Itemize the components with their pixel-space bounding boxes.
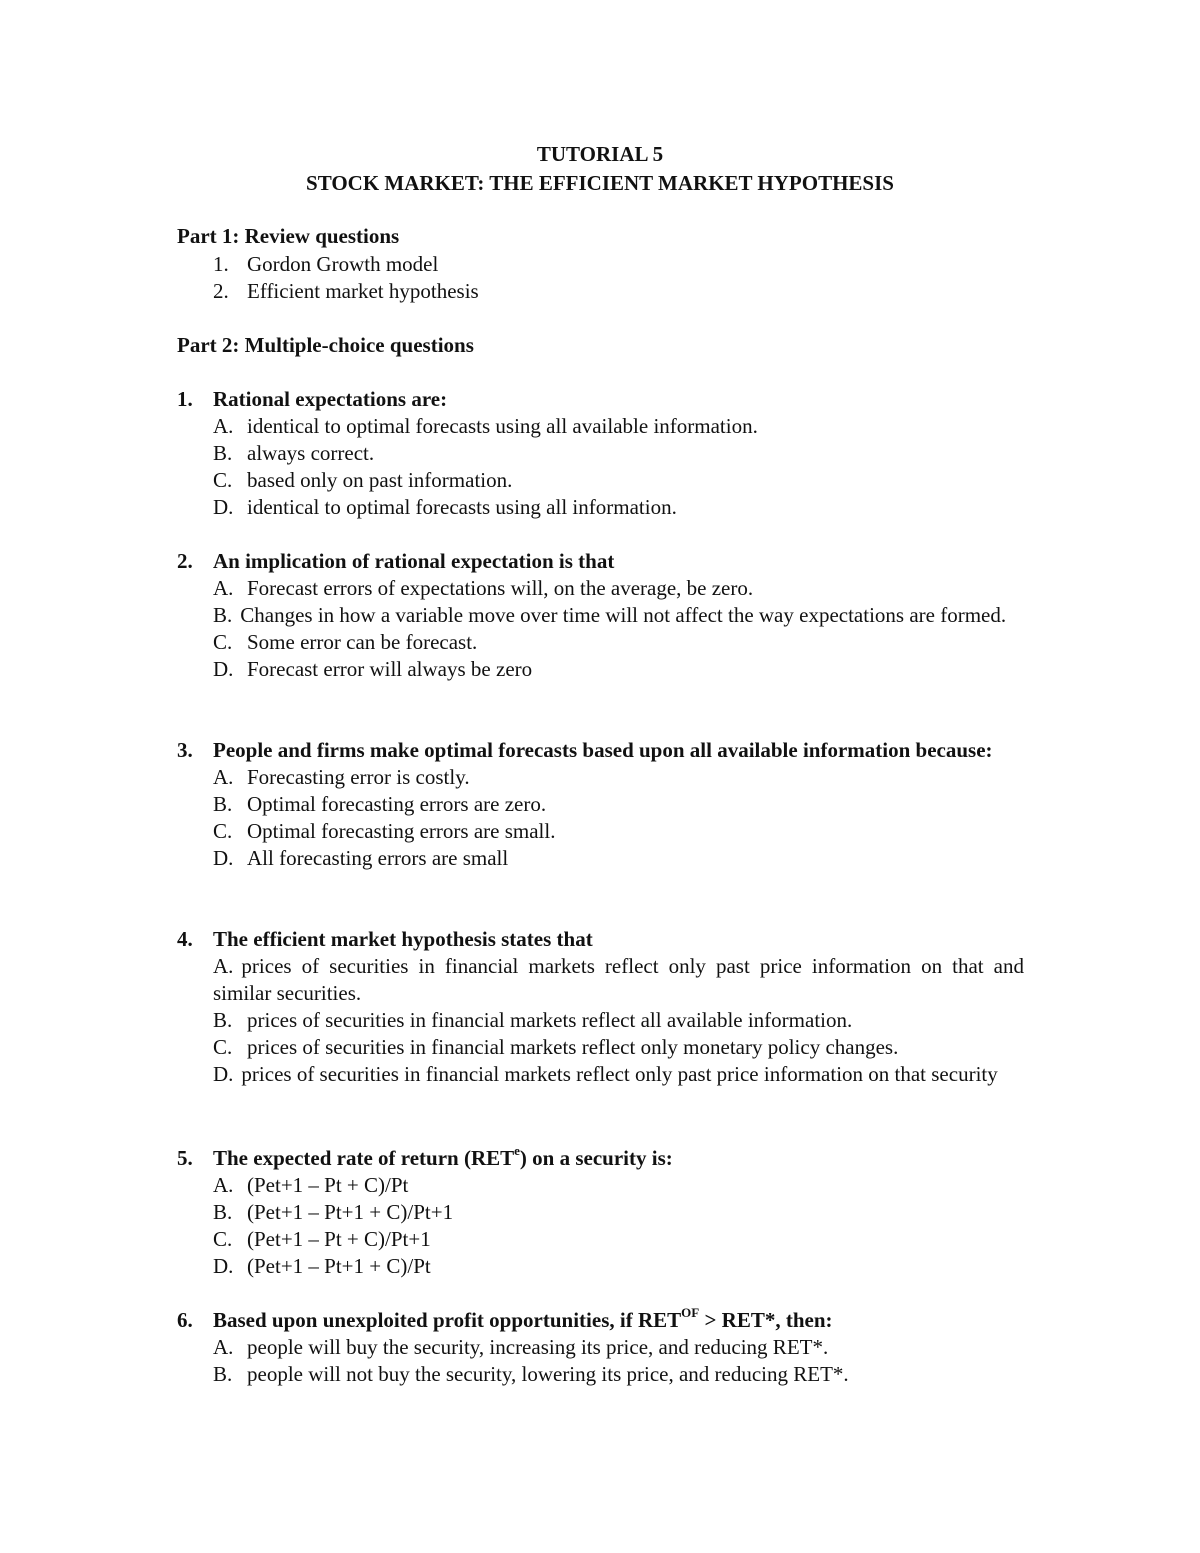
question-number: 5. — [177, 1146, 193, 1170]
answer-option — [213, 764, 1024, 791]
answer-option — [213, 467, 1024, 494]
tutorial-subtitle: STOCK MARKET: THE EFFICIENT MARKET HYPOTHESIS — [306, 171, 894, 195]
option-letter: C. — [213, 1035, 233, 1059]
question-number: 3. — [177, 738, 193, 762]
answer-option — [213, 1226, 1024, 1253]
answer-option — [213, 656, 1024, 683]
option-text: (Pet+1 – Pt + C)/Pt — [247, 1173, 409, 1197]
option-text: All forecasting errors are small — [247, 846, 509, 870]
option-letter: D. — [213, 1254, 234, 1278]
option-letter: C. — [213, 1227, 233, 1251]
option-text: Forecasting error is costly. — [247, 765, 470, 789]
option-text: prices of securities in financial markets reflect only monetary policy changes. — [247, 1035, 899, 1059]
option-letter: A. — [213, 954, 234, 978]
review-item — [213, 278, 479, 305]
option-letter: B. — [213, 441, 233, 465]
option-text: prices of securities in financial markets reflect only past price information on that security — [241, 1062, 998, 1086]
option-letter: A. — [213, 414, 234, 438]
option-text: Optimal forecasting errors are small. — [247, 819, 556, 843]
option-text: identical to optimal forecasts using all available information. — [247, 414, 758, 438]
answer-option — [213, 1172, 1024, 1199]
question-stem — [177, 548, 1024, 575]
question-1 — [177, 386, 1024, 521]
answer-option — [213, 494, 1024, 521]
option-letter: A. — [213, 1335, 234, 1359]
option-letter: D. — [213, 495, 234, 519]
option-text: (Pet+1 – Pt+1 + C)/Pt+1 — [247, 1200, 454, 1224]
answer-option — [213, 791, 1024, 818]
review-item-text: Gordon Growth model — [247, 252, 439, 276]
question-text: The efficient market hypothesis states that — [213, 927, 593, 951]
option-text: people will not buy the security, lowering its price, and reducing RET*. — [247, 1362, 849, 1386]
question-4 — [177, 926, 1024, 1088]
question-text-end: ) on a security is: — [519, 1146, 673, 1170]
option-letter: C. — [213, 468, 233, 492]
option-text: always correct. — [247, 441, 375, 465]
review-item-text: Efficient market hypothesis — [247, 279, 479, 303]
question-stem — [177, 1145, 1024, 1172]
question-6 — [177, 1307, 1024, 1388]
answer-option — [213, 629, 1024, 656]
option-letter: D. — [213, 657, 234, 681]
answer-option — [213, 1007, 1024, 1034]
option-letter: B. — [213, 1200, 233, 1224]
question-stem — [177, 926, 1024, 953]
question-text: An implication of rational expectation is that — [213, 549, 615, 573]
review-item — [213, 251, 438, 278]
answer-option — [177, 602, 1024, 629]
review-item-number: 1. — [213, 252, 229, 276]
question-text-start: The expected rate of return (RET — [213, 1146, 515, 1170]
part2-heading: Part 2: Multiple-choice questions — [177, 333, 474, 357]
option-text: Changes in how a variable move over time will not affect the way expectations are formed. — [240, 603, 1007, 627]
answer-option — [213, 1199, 1024, 1226]
option-text: people will buy the security, increasing its price, and reducing RET*. — [247, 1335, 829, 1359]
tutorial-title: TUTORIAL 5 — [536, 142, 664, 166]
option-text: identical to optimal forecasts using all information. — [247, 495, 677, 519]
question-stem — [177, 737, 1024, 764]
answer-option — [213, 845, 1024, 872]
option-letter: B. — [213, 1008, 233, 1032]
question-stem — [177, 386, 1024, 413]
option-letter: B. — [213, 1362, 233, 1386]
option-letter: A. — [213, 1173, 234, 1197]
option-text: prices of securities in financial markets reflect all available information. — [247, 1008, 853, 1032]
question-number: 2. — [177, 549, 193, 573]
question-text-start: Based upon unexploited profit opportunities, if RET — [213, 1308, 682, 1332]
question-text: Rational expectations are: — [213, 387, 448, 411]
option-letter: D. — [213, 1062, 234, 1086]
answer-option — [213, 440, 1024, 467]
option-letter: C. — [213, 819, 233, 843]
option-letter: B. — [213, 603, 233, 627]
question-number: 4. — [177, 927, 193, 951]
answer-option — [213, 818, 1024, 845]
question-number: 6. — [177, 1308, 193, 1332]
superscript: e — [514, 1143, 520, 1158]
review-item-number: 2. — [213, 279, 229, 303]
option-text: Forecast errors of expectations will, on the average, be zero. — [247, 576, 754, 600]
answer-option — [213, 1061, 1024, 1088]
question-stem — [177, 1307, 1024, 1334]
question-3 — [177, 737, 1024, 872]
option-text: Forecast error will always be zero — [247, 657, 533, 681]
option-letter: A. — [213, 576, 234, 600]
option-text: Optimal forecasting errors are zero. — [247, 792, 547, 816]
option-text: based only on past information. — [247, 468, 513, 492]
option-letter: B. — [213, 792, 233, 816]
answer-option — [213, 1334, 1024, 1361]
answer-option — [213, 1034, 1024, 1061]
option-text: (Pet+1 – Pt+1 + C)/Pt — [247, 1254, 431, 1278]
option-text: Some error can be forecast. — [247, 630, 478, 654]
answer-option — [213, 1253, 1024, 1280]
question-text: People and firms make optimal forecasts based upon all available information because: — [213, 738, 993, 762]
option-text: (Pet+1 – Pt + C)/Pt+1 — [247, 1227, 431, 1251]
option-text: prices of securities in financial markets reflect only past price information on that and similar securities. — [213, 954, 1024, 1005]
answer-option — [213, 575, 1024, 602]
answer-option — [213, 413, 1024, 440]
question-text-end: > RET*, then: — [699, 1308, 833, 1332]
question-number: 1. — [177, 387, 193, 411]
question-2 — [177, 548, 1024, 683]
superscript: OF — [681, 1305, 700, 1320]
option-letter: A. — [213, 765, 234, 789]
part1-heading: Part 1: Review questions — [177, 224, 400, 248]
answer-option — [213, 1361, 1024, 1388]
answer-option — [177, 953, 1024, 1007]
option-letter: C. — [213, 630, 233, 654]
question-5 — [177, 1145, 1024, 1280]
option-letter: D. — [213, 846, 234, 870]
